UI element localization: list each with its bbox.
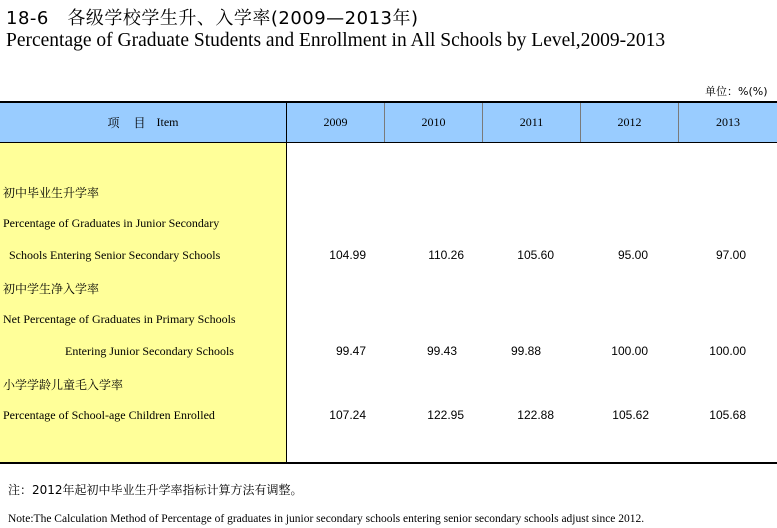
footnote-english: Note:The Calculation Method of Percentage of graduates in junior secondary schools entering senior secondary schools adjust since 2012. [8,513,645,525]
table-cell-value: 99.47 [335,344,366,358]
row-label-english: Entering Junior Secondary Schools [65,344,234,358]
table-title-english: Percentage of Graduate Students and Enrollment in All Schools by Level,2009-2013 [6,30,666,51]
unit-label: 单位：%(%) [705,85,768,98]
table-cell-value: 97.00 [715,248,746,262]
table-title-chinese: 18-6 各级学校学生升、入学率(2009—2013年) [6,8,419,29]
table-cell-value: 99.43 [426,344,457,358]
row-label-english: Net Percentage of Graduates in Primary Schools [3,312,236,326]
table-cell-value: 122.88 [517,408,554,422]
table-bottom-rule [0,462,777,464]
table-cell-value: 107.24 [329,408,366,422]
header-year: 2013 [716,115,740,129]
row-label-chinese: 小学学龄儿童毛入学率 [3,378,124,392]
table-cell-value: 105.62 [612,408,649,422]
table-cell-value: 100.00 [709,344,746,358]
table-cell-value: 105.68 [709,408,746,422]
row-label-english: Percentage of School-age Children Enrolled [3,408,215,422]
footnote-chinese: 注：2012年起初中毕业生升学率指标计算方法有调整。 [8,483,303,497]
table-cell-value: 104.99 [329,248,366,262]
row-label-english: Schools Entering Senior Secondary Schools [9,248,221,262]
header-bottom-rule [0,142,777,143]
row-label-english: Percentage of Graduates in Junior Secondary [3,216,220,230]
header-year: 2011 [519,115,544,129]
row-label-chinese: 初中毕业生升学率 [3,186,100,200]
header-item-english: Item [156,115,179,129]
table-cell-value: 105.60 [517,248,554,262]
table-cell-value: 110.26 [428,248,464,262]
header-year: 2009 [323,115,348,129]
table-cell-value: 122.95 [427,408,464,422]
header-item-chinese: 项 目 [107,116,147,130]
header-year: 2012 [617,115,642,129]
table-cell-value: 99.88 [510,344,541,358]
header-item [0,103,286,142]
header-year: 2010 [421,115,446,129]
row-label-chinese: 初中学生净入学率 [3,282,100,296]
table-cell-value: 95.00 [617,248,648,262]
table-cell-value: 100.00 [611,344,648,358]
